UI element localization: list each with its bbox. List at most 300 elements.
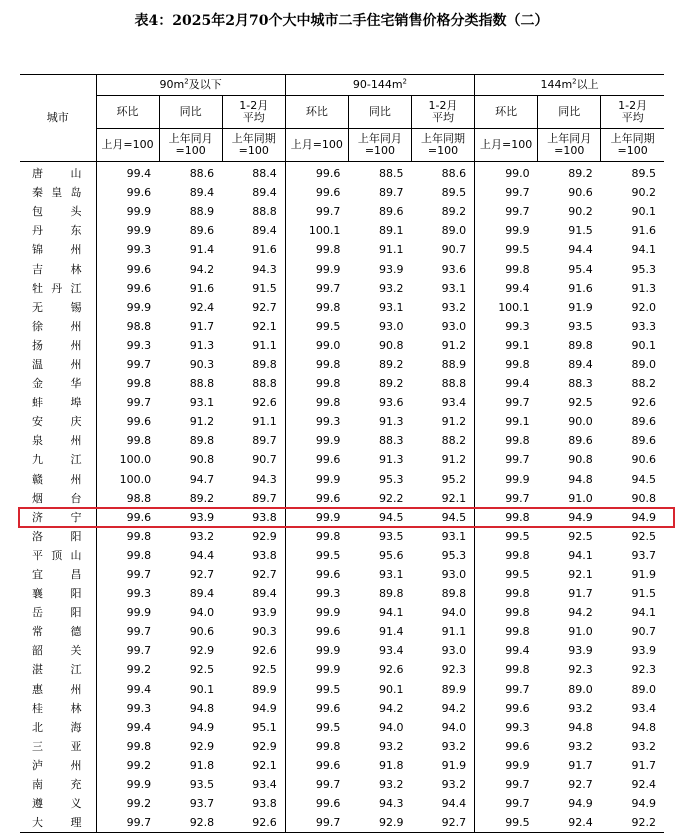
- index-value: 92.2: [378, 491, 404, 505]
- table-row: [20, 565, 664, 584]
- city-name: 平顶山: [32, 548, 82, 562]
- index-value: 88.3: [378, 434, 404, 448]
- index-value: 93.9: [378, 262, 404, 276]
- index-value: 99.9: [285, 508, 348, 527]
- table-row: [20, 298, 664, 317]
- index-value: 90.3: [189, 357, 215, 371]
- index-value: 99.8: [96, 374, 159, 393]
- index-value: 94.2: [189, 262, 215, 276]
- index-value: 93.0: [441, 644, 467, 658]
- index-value: 91.7: [189, 319, 215, 333]
- index-value: 94.0: [441, 606, 467, 620]
- index-value: 99.7: [96, 393, 159, 412]
- index-value: 95.4: [568, 262, 593, 276]
- index-value: 99.8: [475, 508, 538, 527]
- sub-header-2-1: 同比: [538, 96, 601, 129]
- table-row: [20, 240, 664, 259]
- index-value: 99.7: [96, 622, 159, 641]
- index-value: 91.7: [568, 758, 593, 772]
- basis-header-1-1: 上年同月=100: [348, 129, 411, 162]
- index-value: 89.2: [378, 377, 404, 391]
- index-value: 88.8: [252, 377, 277, 391]
- index-value: 99.1: [475, 412, 538, 431]
- index-value: 99.8: [475, 355, 538, 374]
- index-value: 99.9: [96, 775, 159, 794]
- index-value: 88.2: [631, 377, 656, 391]
- index-value: 89.9: [252, 682, 277, 696]
- group-header-small: $90m^2$及以下: [96, 75, 285, 96]
- index-value: 99.8: [285, 737, 348, 756]
- index-value: 99.7: [96, 813, 159, 833]
- table-row: [20, 450, 664, 469]
- index-value: 94.5: [378, 510, 404, 524]
- index-value: 94.2: [441, 701, 467, 715]
- city-name: 常德: [32, 625, 82, 639]
- index-value: 91.2: [441, 453, 467, 467]
- index-value: 89.2: [441, 205, 467, 219]
- index-value: 91.7: [568, 587, 593, 601]
- index-value: 89.4: [189, 186, 215, 200]
- index-value: 93.1: [441, 529, 467, 543]
- index-value: 90.1: [631, 205, 656, 219]
- index-value: 94.1: [631, 606, 656, 620]
- index-value: 93.1: [378, 300, 404, 314]
- index-value: 92.5: [252, 663, 277, 677]
- city-name: 烟台: [32, 491, 82, 505]
- index-value: 94.8: [189, 701, 215, 715]
- index-value: 91.2: [441, 415, 467, 429]
- index-value: 89.8: [252, 357, 277, 371]
- city-name: 丹东: [32, 224, 82, 238]
- index-value: 89.0: [568, 682, 593, 696]
- index-value: 89.4: [252, 186, 277, 200]
- index-value: 93.2: [378, 778, 404, 792]
- index-value: 99.8: [96, 527, 159, 546]
- basis-header-0-1: 上年同月=100: [159, 129, 222, 162]
- index-value: 91.6: [252, 243, 277, 257]
- index-value: 90.2: [568, 205, 593, 219]
- index-value: 89.2: [189, 491, 215, 505]
- index-value: 93.0: [441, 319, 467, 333]
- index-value: 99.8: [475, 431, 538, 450]
- sub-header-row: [20, 96, 664, 129]
- index-value: 89.8: [378, 587, 404, 601]
- index-value: 93.2: [568, 701, 593, 715]
- index-value: 90.6: [189, 625, 215, 639]
- table-row: [20, 259, 664, 278]
- index-value: 99.7: [96, 641, 159, 660]
- index-value: 99.7: [285, 813, 348, 833]
- index-value: 99.8: [285, 240, 348, 259]
- city-name: 锦州: [32, 243, 82, 257]
- sub-header-0-2: 1-2月平均: [222, 96, 285, 129]
- index-value: 99.9: [285, 470, 348, 489]
- index-value: 92.7: [189, 568, 215, 582]
- index-value: 99.9: [285, 660, 348, 679]
- page-title: 表4：2025年2月70个大中城市二手住宅销售价格分类指数（二）: [134, 13, 549, 29]
- index-value: 93.2: [441, 778, 467, 792]
- index-value: 93.2: [378, 281, 404, 295]
- index-value: 93.4: [378, 644, 404, 658]
- index-value: 92.7: [441, 816, 467, 830]
- table-row: [20, 680, 664, 699]
- city-name: 桂林: [32, 701, 82, 715]
- index-value: 95.1: [252, 720, 277, 734]
- index-value: 90.8: [568, 453, 593, 467]
- index-value: 91.5: [252, 281, 277, 295]
- index-value: 99.7: [475, 680, 538, 699]
- index-value: 90.6: [568, 186, 593, 200]
- index-value: 92.7: [252, 568, 277, 582]
- table-row: [20, 202, 664, 221]
- table-row: [20, 489, 664, 508]
- table-header: [20, 75, 664, 162]
- index-value: 91.3: [378, 453, 404, 467]
- index-value: 89.4: [568, 357, 593, 371]
- table-row: [20, 584, 664, 603]
- index-value: 89.2: [568, 167, 593, 181]
- index-value: 100.0: [96, 470, 159, 489]
- city-name: 大理: [32, 816, 82, 830]
- city-name: 南充: [32, 778, 82, 792]
- index-value: 94.8: [568, 720, 593, 734]
- index-value: 89.1: [378, 224, 404, 238]
- index-value: 94.8: [631, 720, 656, 734]
- index-value: 92.5: [189, 663, 215, 677]
- basis-header-0-0: 上月=100: [96, 129, 159, 162]
- index-value: 92.9: [252, 739, 277, 753]
- index-value: 89.7: [252, 491, 277, 505]
- index-value: 94.7: [189, 472, 215, 486]
- index-value: 99.8: [475, 622, 538, 641]
- index-value: 88.6: [441, 167, 467, 181]
- index-value: 91.5: [631, 587, 656, 601]
- index-value: 99.7: [475, 775, 538, 794]
- index-value: 99.7: [475, 489, 538, 508]
- index-value: 93.6: [378, 396, 404, 410]
- index-value: 99.6: [285, 450, 348, 469]
- index-value: 99.9: [285, 603, 348, 622]
- index-value: 88.8: [189, 377, 215, 391]
- index-value: 90.7: [252, 453, 277, 467]
- index-value: 99.6: [96, 279, 159, 298]
- table-row: [20, 412, 664, 431]
- index-value: 95.6: [378, 548, 404, 562]
- index-value: 99.6: [285, 756, 348, 775]
- index-value: 99.4: [475, 374, 538, 393]
- index-value: 99.9: [285, 259, 348, 278]
- index-value: 100.1: [475, 298, 538, 317]
- index-value: 94.9: [631, 510, 656, 524]
- city-name: 韶关: [32, 644, 82, 658]
- index-value: 99.8: [285, 374, 348, 393]
- index-value: 89.7: [378, 186, 404, 200]
- index-value: 95.3: [631, 262, 656, 276]
- index-value: 94.1: [631, 243, 656, 257]
- index-value: 89.5: [441, 186, 467, 200]
- index-value: 91.2: [189, 415, 215, 429]
- index-value: 99.5: [475, 527, 538, 546]
- index-value: 99.9: [475, 756, 538, 775]
- table-row: [20, 546, 664, 565]
- city-name: 泉州: [32, 434, 82, 448]
- index-value: 92.3: [441, 663, 467, 677]
- index-value: 93.9: [189, 510, 215, 524]
- city-name: 襄阳: [32, 587, 82, 601]
- index-value: 94.1: [568, 548, 593, 562]
- index-value: 94.5: [441, 510, 467, 524]
- index-value: 94.4: [441, 797, 467, 811]
- index-value: 99.9: [96, 298, 159, 317]
- index-value: 89.6: [631, 415, 656, 429]
- index-value: 93.1: [378, 568, 404, 582]
- basis-header-2-1: 上年同月=100: [538, 129, 601, 162]
- basis-header-2-0: 上月=100: [475, 129, 538, 162]
- index-value: 99.7: [475, 450, 538, 469]
- index-value: 99.6: [285, 183, 348, 202]
- index-value: 99.3: [285, 412, 348, 431]
- index-value: 93.6: [441, 262, 467, 276]
- index-value: 92.1: [252, 319, 277, 333]
- index-value: 93.2: [568, 739, 593, 753]
- index-value: 93.8: [252, 548, 277, 562]
- sub-header-1-2: 1-2月平均: [411, 96, 474, 129]
- index-value: 98.8: [96, 489, 159, 508]
- index-value: 94.0: [378, 720, 404, 734]
- index-value: 93.4: [441, 396, 467, 410]
- index-value: 99.7: [475, 393, 538, 412]
- index-value: 99.6: [285, 622, 348, 641]
- index-value: 99.3: [96, 240, 159, 259]
- index-value: 91.9: [568, 300, 593, 314]
- index-value: 89.5: [631, 167, 656, 181]
- index-value: 99.0: [475, 162, 538, 184]
- city-name: 吉林: [32, 262, 82, 276]
- city-name: 温州: [32, 357, 82, 371]
- sub-header-1-0: 环比: [285, 96, 348, 129]
- index-value: 99.7: [475, 794, 538, 813]
- index-value: 99.6: [285, 162, 348, 184]
- index-value: 89.0: [631, 357, 656, 371]
- index-value: 93.0: [441, 568, 467, 582]
- index-value: 92.4: [568, 816, 593, 830]
- group-header-medium: $90-144m^2$: [285, 75, 474, 96]
- index-value: 91.0: [568, 625, 593, 639]
- index-value: 90.8: [378, 338, 404, 352]
- index-value: 99.7: [285, 279, 348, 298]
- index-value: 99.9: [285, 431, 348, 450]
- table-row: [20, 699, 664, 718]
- city-name: 岳阳: [32, 606, 82, 620]
- index-value: 99.7: [285, 202, 348, 221]
- index-value: 89.8: [441, 587, 467, 601]
- index-value: 89.4: [252, 587, 277, 601]
- index-value: 95.2: [441, 472, 467, 486]
- index-value: 99.3: [475, 317, 538, 336]
- index-value: 92.7: [568, 778, 593, 792]
- city-name: 扬州: [32, 338, 82, 352]
- index-value: 89.8: [189, 434, 215, 448]
- index-value: 89.9: [441, 682, 467, 696]
- city-name: 徐州: [32, 319, 82, 333]
- index-value: 99.6: [475, 737, 538, 756]
- index-value: 99.8: [96, 431, 159, 450]
- index-value: 91.3: [631, 281, 656, 295]
- index-value: 94.0: [189, 606, 215, 620]
- index-value: 99.4: [96, 162, 159, 184]
- city-name: 蚌埠: [32, 396, 82, 410]
- index-value: 92.1: [252, 758, 277, 772]
- index-value: 99.8: [96, 546, 159, 565]
- index-value: 93.9: [252, 606, 277, 620]
- index-value: 92.1: [568, 568, 593, 582]
- index-value: 91.0: [568, 491, 593, 505]
- index-value: 99.7: [96, 565, 159, 584]
- index-value: 99.3: [475, 718, 538, 737]
- index-value: 88.8: [441, 377, 467, 391]
- index-value: 92.5: [568, 396, 593, 410]
- index-value: 99.2: [96, 756, 159, 775]
- index-value: 90.2: [631, 186, 656, 200]
- price-index-table: [20, 74, 664, 833]
- index-value: 94.9: [252, 701, 277, 715]
- index-value: 93.8: [252, 510, 277, 524]
- index-value: 90.7: [631, 625, 656, 639]
- index-value: 93.7: [631, 548, 656, 562]
- index-value: 91.4: [378, 625, 404, 639]
- index-value: 99.8: [285, 527, 348, 546]
- index-value: 89.4: [252, 224, 277, 238]
- sub-header-1-1: 同比: [348, 96, 411, 129]
- index-value: 99.6: [285, 489, 348, 508]
- index-value: 99.3: [96, 699, 159, 718]
- index-value: 99.8: [285, 355, 348, 374]
- table-row: [20, 470, 664, 489]
- index-value: 91.6: [568, 281, 593, 295]
- index-value: 93.2: [441, 739, 467, 753]
- table-body: [20, 162, 664, 833]
- city-name: 泸州: [32, 758, 82, 772]
- index-value: 91.1: [441, 625, 467, 639]
- index-value: 90.3: [252, 625, 277, 639]
- index-value: 91.8: [189, 758, 215, 772]
- index-value: 91.5: [568, 224, 593, 238]
- index-value: 94.9: [568, 510, 593, 524]
- table-row: [20, 813, 664, 833]
- index-value: 93.5: [378, 529, 404, 543]
- index-value: 92.9: [189, 644, 215, 658]
- index-value: 92.6: [252, 644, 277, 658]
- index-value: 92.1: [441, 491, 467, 505]
- index-value: 99.1: [475, 336, 538, 355]
- index-value: 90.8: [189, 453, 215, 467]
- index-value: 94.0: [441, 720, 467, 734]
- index-value: 99.8: [475, 259, 538, 278]
- index-value: 91.4: [189, 243, 215, 257]
- table-row: [20, 794, 664, 813]
- index-value: 95.3: [378, 472, 404, 486]
- table-row: [20, 718, 664, 737]
- index-value: 93.0: [378, 319, 404, 333]
- index-value: 92.6: [252, 816, 277, 830]
- index-value: 92.5: [568, 529, 593, 543]
- index-value: 91.8: [378, 758, 404, 772]
- basis-header-0-2: 上年同期=100: [222, 129, 285, 162]
- index-value: 93.7: [189, 797, 215, 811]
- index-value: 92.5: [631, 529, 656, 543]
- index-value: 88.4: [252, 167, 277, 181]
- city-name: 赣州: [32, 472, 82, 486]
- index-value: 99.8: [475, 546, 538, 565]
- table-row: [20, 660, 664, 679]
- index-value: 94.3: [252, 262, 277, 276]
- index-value: 99.7: [475, 202, 538, 221]
- index-value: 89.0: [631, 682, 656, 696]
- index-value: 99.9: [96, 221, 159, 240]
- index-value: 99.6: [285, 794, 348, 813]
- index-value: 99.9: [475, 221, 538, 240]
- index-value: 94.9: [189, 720, 215, 734]
- data-table: [20, 74, 664, 833]
- index-value: 99.7: [96, 355, 159, 374]
- index-value: 89.4: [189, 587, 215, 601]
- city-name: 遵义: [32, 797, 82, 811]
- city-name: 宜昌: [32, 568, 82, 582]
- index-value: 88.6: [189, 167, 215, 181]
- index-value: 99.8: [475, 603, 538, 622]
- index-value: 91.1: [378, 243, 404, 257]
- index-value: 99.3: [96, 336, 159, 355]
- index-value: 94.8: [568, 472, 593, 486]
- table-row: [20, 221, 664, 240]
- index-value: 94.4: [189, 548, 215, 562]
- index-value: 88.9: [441, 357, 467, 371]
- table-row: [20, 393, 664, 412]
- table-row: [20, 162, 664, 184]
- index-value: 94.3: [378, 797, 404, 811]
- index-value: 99.5: [285, 317, 348, 336]
- table-row: [20, 431, 664, 450]
- index-value: 99.5: [285, 680, 348, 699]
- index-value: 99.9: [285, 641, 348, 660]
- index-value: 90.1: [631, 338, 656, 352]
- table-row: [20, 622, 664, 641]
- index-value: 91.6: [189, 281, 215, 295]
- index-value: 89.6: [378, 205, 404, 219]
- index-value: 92.8: [189, 816, 215, 830]
- index-value: 99.8: [285, 393, 348, 412]
- index-value: 99.0: [285, 336, 348, 355]
- index-value: 92.9: [252, 529, 277, 543]
- index-value: 94.4: [568, 243, 593, 257]
- city-name: 北海: [32, 720, 82, 734]
- table-row: [20, 775, 664, 794]
- sub-header-0-1: 同比: [159, 96, 222, 129]
- index-value: 93.2: [441, 300, 467, 314]
- index-value: 95.3: [441, 548, 467, 562]
- index-value: 91.3: [189, 338, 215, 352]
- index-value: 91.9: [631, 568, 656, 582]
- index-value: 92.6: [378, 663, 404, 677]
- city-name: 牡丹江: [32, 281, 82, 295]
- basis-header-1-2: 上年同期=100: [411, 129, 474, 162]
- index-value: 94.9: [568, 797, 593, 811]
- index-value: 99.8: [475, 660, 538, 679]
- index-value: 92.9: [189, 739, 215, 753]
- city-column-header: 城市: [20, 75, 96, 162]
- index-value: 93.4: [631, 701, 656, 715]
- table-row: [20, 374, 664, 393]
